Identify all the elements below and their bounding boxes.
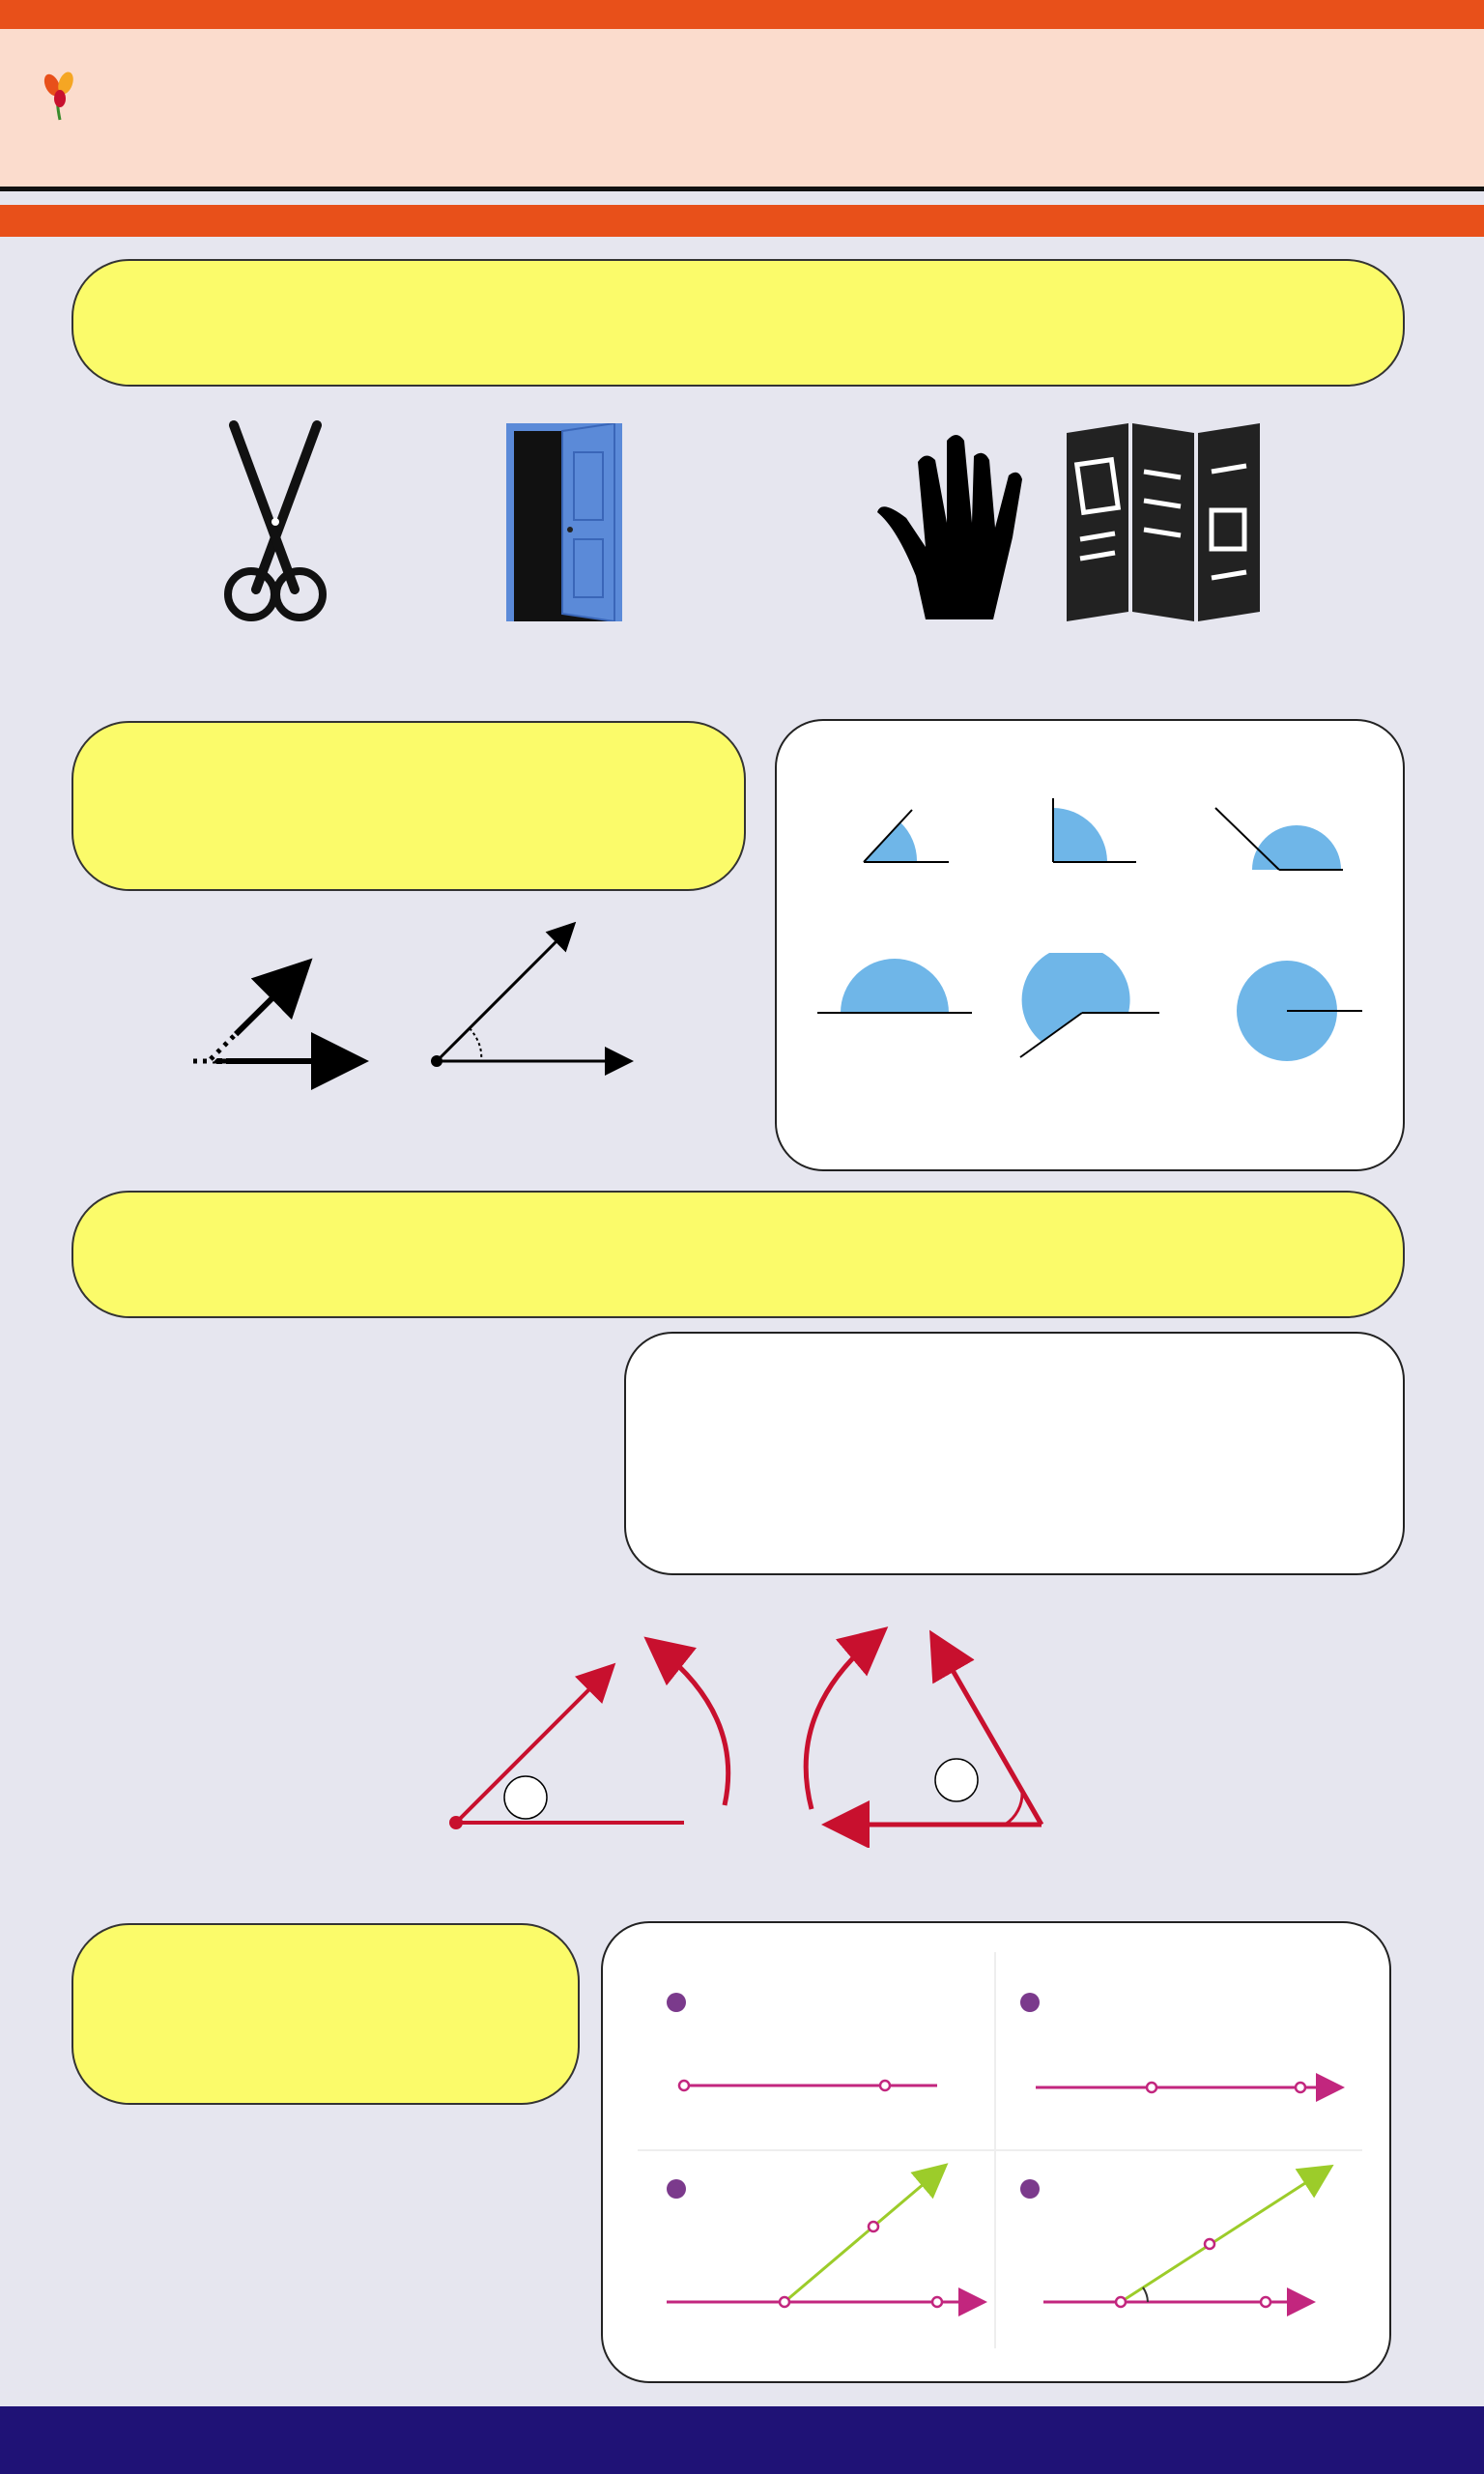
header-divider (0, 187, 1484, 191)
how-angles-form-heading (71, 721, 746, 891)
footer-bar (0, 2406, 1484, 2474)
hand-icon (868, 421, 1032, 624)
measure-info-card (624, 1332, 1405, 1575)
measure-heading (71, 1191, 1405, 1318)
full-rotation-icon (1206, 957, 1370, 1063)
scissors-icon (203, 416, 348, 623)
protractor-top-icon (151, 1334, 584, 1579)
open-door-icon (506, 423, 622, 621)
reflex-angle-icon (1014, 953, 1169, 1059)
everyday-angles-heading (71, 259, 1405, 387)
acute-angle-icon (842, 791, 958, 868)
clockwise-arrows (783, 1616, 1072, 1848)
straight-angle-icon (817, 953, 972, 1021)
obtuse-angle-icon (1208, 794, 1353, 872)
folded-map-icon (1067, 423, 1260, 621)
ray-diagram (145, 908, 686, 1102)
angle-types-card (775, 719, 1405, 1171)
logo-flower-icon (41, 72, 79, 122)
header-band (0, 29, 1484, 187)
draw-angle-heading (71, 1923, 580, 2105)
top-orange-bar (0, 0, 1484, 29)
draw-steps-diagram (618, 1942, 1382, 2368)
right-angle-icon (1030, 791, 1146, 868)
orange-bar (0, 205, 1484, 237)
anticlockwise-arrows (222, 1591, 744, 1844)
